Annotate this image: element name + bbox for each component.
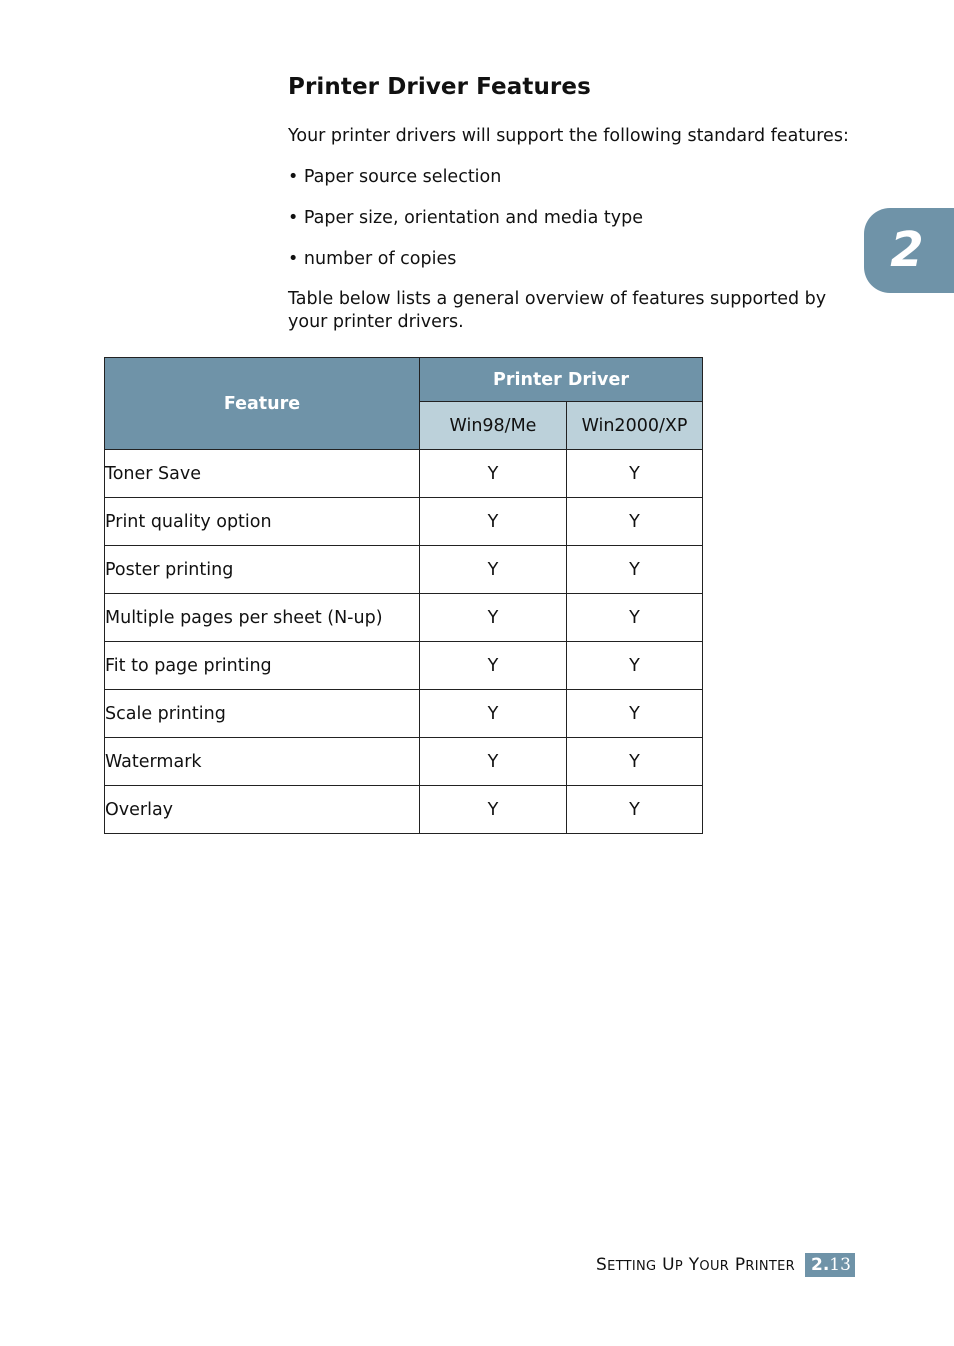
win98-cell: Y: [420, 690, 567, 738]
win2000-cell: Y: [567, 690, 703, 738]
win2000-cell: Y: [567, 642, 703, 690]
header-printer-driver: Printer Driver: [420, 358, 703, 402]
win2000-cell: Y: [567, 546, 703, 594]
feature-cell: Poster printing: [105, 546, 420, 594]
table-row: [105, 498, 703, 546]
table-intro-text: Table below lists a general overview of features supported by your printer drivers.: [288, 289, 827, 332]
win98-cell: Y: [420, 642, 567, 690]
win2000-cell: Y: [567, 786, 703, 834]
win98-cell: Y: [420, 450, 567, 498]
table-row: [105, 594, 703, 642]
page-footer: [596, 1253, 855, 1277]
win98-cell: Y: [420, 594, 567, 642]
win2000-cell: Y: [567, 498, 703, 546]
table-row: [105, 546, 703, 594]
header-win2000: Win2000/XP: [567, 402, 703, 450]
feature-cell: Fit to page printing: [105, 642, 420, 690]
header-feature: Feature: [105, 358, 420, 450]
win2000-cell: Y: [567, 738, 703, 786]
footer-section-title: SETTING UP YOUR PRINTER: [596, 1255, 795, 1275]
table-row: [105, 690, 703, 738]
table-row: [105, 786, 703, 834]
feature-cell: Multiple pages per sheet (N-up): [105, 594, 420, 642]
table-row: [105, 738, 703, 786]
win2000-cell: Y: [567, 594, 703, 642]
bullet-item: • number of copies: [288, 249, 457, 269]
header-win98: Win98/Me: [420, 402, 567, 450]
feature-cell: Print quality option: [105, 498, 420, 546]
features-table: [104, 357, 703, 834]
footer-page-number: [805, 1253, 855, 1277]
footer-page-num: 13: [829, 1255, 851, 1275]
footer-page-chapter: 2.: [810, 1255, 830, 1275]
win98-cell: Y: [420, 498, 567, 546]
feature-cell: Scale printing: [105, 690, 420, 738]
bullet-item: • Paper source selection: [288, 167, 502, 187]
feature-cell: Overlay: [105, 786, 420, 834]
feature-cell: Toner Save: [105, 450, 420, 498]
win98-cell: Y: [420, 738, 567, 786]
win98-cell: Y: [420, 546, 567, 594]
table-row: [105, 642, 703, 690]
win2000-cell: Y: [567, 450, 703, 498]
table-row: [105, 450, 703, 498]
win98-cell: Y: [420, 786, 567, 834]
chapter-tab: 2: [864, 208, 954, 293]
feature-cell: Watermark: [105, 738, 420, 786]
bullet-item: • Paper size, orientation and media type: [288, 208, 644, 228]
intro-text: Your printer drivers will support the following standard features:: [288, 126, 849, 146]
page-heading: Printer Driver Features: [288, 74, 591, 100]
